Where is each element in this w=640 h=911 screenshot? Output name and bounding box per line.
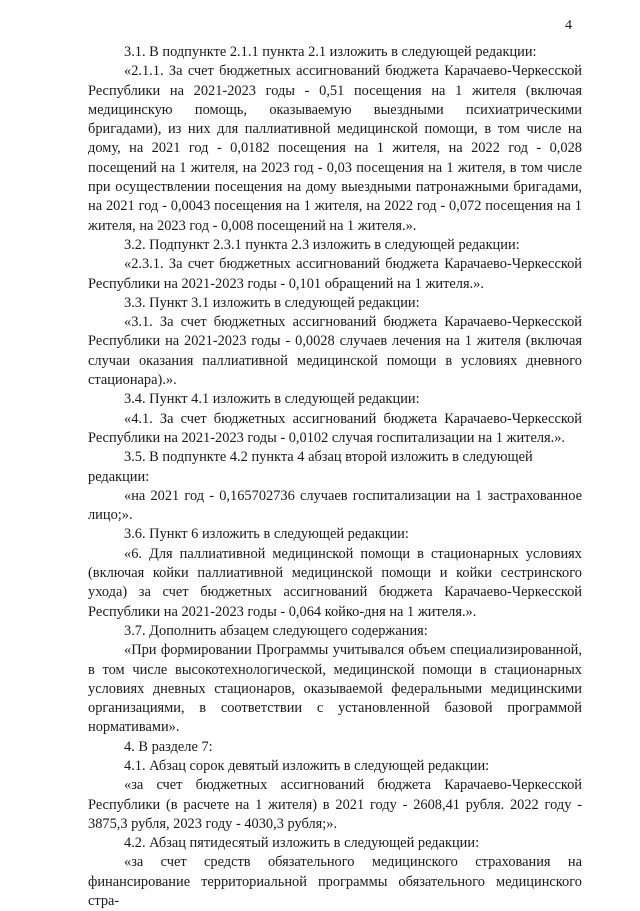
- paragraph: 3.6. Пункт 6 изложить в следующей редакции:: [124, 526, 409, 543]
- paragraph: 4. В разделе 7:: [124, 738, 213, 755]
- paragraph: 3.5. В подпункте 4.2 пункта 4 абзац второй изложить в следующей редакции:: [88, 449, 533, 485]
- paragraph: «6. Для паллиативной медицинской помощи в стационарных условиях (включая койки паллиативной медицинской помощи и койки сестринского ухода) за счет бюджетных ассигнований бюджета Карачаево-Черкесской Республики на 2021-2023 годы - 0,064 койко-дня на 1 жителя.».: [88, 545, 582, 620]
- paragraph: 3.7. Дополнить абзацем следующего содержания:: [124, 622, 428, 639]
- paragraph: «за счет бюджетных ассигнований бюджета Карачаево-Черкесской Республики (в расчете на 1 жителя) в 2021 году - 2608,41 рубля. 2022 году - 3875,3 рубля, 2023 году - 4030,3 рубля;».: [88, 777, 582, 832]
- paragraph: «При формировании Программы учитывался объем специализированной, в том числе высокотехнологической, медицинской помощи в стационарных условиях дневных стационаров, оказываемой федеральными медицинскими организациями, в соответствии с установленной базовой программой нормативами».: [88, 642, 582, 736]
- paragraph: «за счет средств обязательного медицинского страхования на финансирование территориальной программы обязательного медицинского стра-: [88, 854, 582, 910]
- paragraph: 3.3. Пункт 3.1 изложить в следующей редакции:: [124, 294, 420, 311]
- paragraph: «на 2021 год - 0,165702736 случаев госпитализации на 1 застрахованное лицо;».: [88, 487, 582, 524]
- document-body: [88, 43, 582, 911]
- paragraph: 4.2. Абзац пятидесятый изложить в следующей редакции:: [124, 835, 480, 852]
- page-number: 4: [565, 18, 572, 33]
- paragraph: «2.1.1. За счет бюджетных ассигнований бюджета Карачаево-Черкесской Республики на 2021-2023 годы - 0,51 посещения на 1 жителя (включая медицинскую помощь, оказываемую выездными психиатрическими бригадами), из них для паллиативной медицинской помощи, в том числе на дому, на 2021 год - 0,0182 посещения на 1 жителя, на 2022 год - 0,028 посещений на 1 жителя, на 2023 год - 0,03 посещения на 1 жителя, в том числе при осуществлении посещения на дому выездными патронажными бригадами, на 2021 год - 0,0043 посещения на 1 жителя, на 2022 год - 0,072 посещения на 1 жителя, на 2023 год - 0,008 посещений на 1 жителя.».: [88, 63, 582, 234]
- paragraph: 3.4. Пункт 4.1 изложить в следующей редакции:: [124, 391, 420, 408]
- paragraph: «4.1. За счет бюджетных ассигнований бюджета Карачаево-Черкесской Республики на 2021-2023 годы - 0,0102 случая госпитализации на 1 жителя.».: [88, 410, 582, 446]
- paragraph: 3.2. Подпункт 2.3.1 пункта 2.3 изложить в следующей редакции:: [124, 236, 520, 253]
- paragraph: 3.1. В подпункте 2.1.1 пункта 2.1 изложить в следующей редакции:: [124, 44, 537, 60]
- paragraph: «2.3.1. За счет бюджетных ассигнований бюджета Карачаево-Черкесской Республики на 2021-2023 годы - 0,101 обращений на 1 жителя.».: [88, 256, 582, 292]
- paragraph: «3.1. За счет бюджетных ассигнований бюджета Карачаево-Черкесской Республики на 2021-2023 годы - 0,0028 случаев лечения на 1 жителя (включая случаи оказания паллиативной медицинской помощи в условиях дневного стационара).».: [88, 314, 582, 389]
- paragraph: 4.1. Абзац сорок девятый изложить в следующей редакции:: [124, 757, 490, 774]
